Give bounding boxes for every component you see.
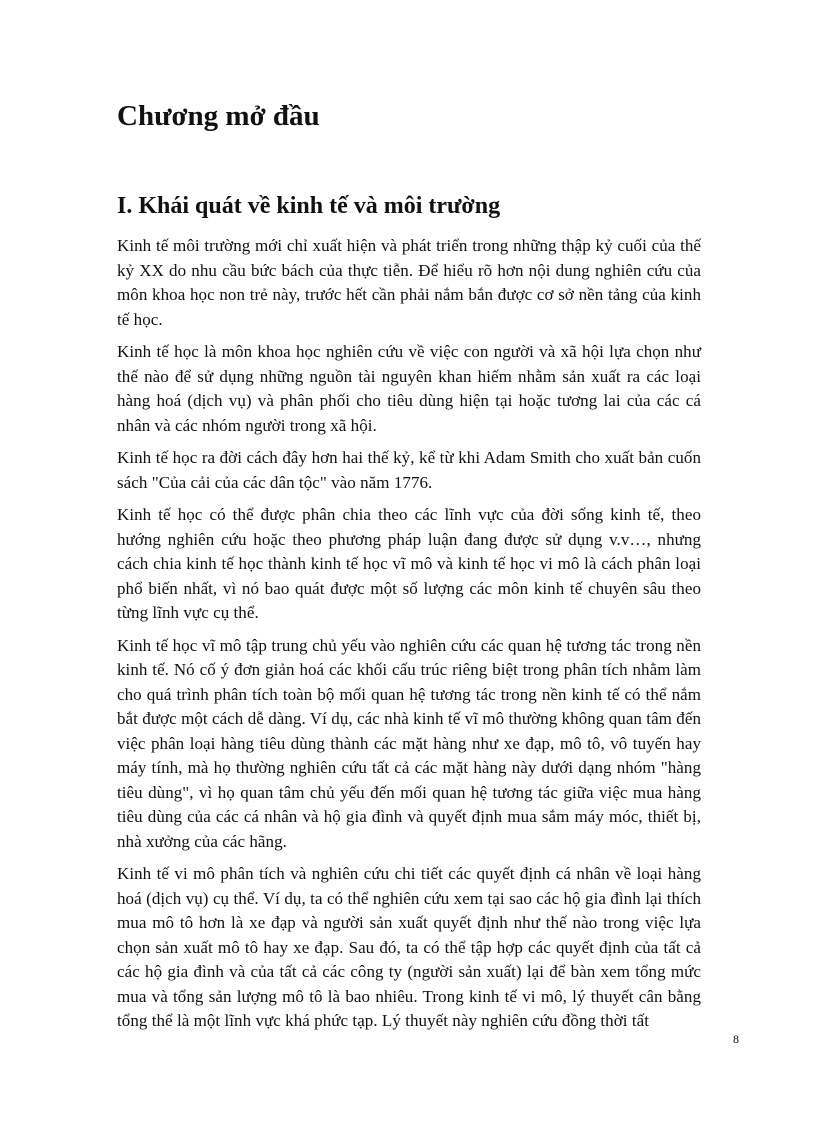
paragraph-2: Kinh tế học là môn khoa học nghiên cứu về việc con người và xã hội lựa chọn như thế nào để sử dụng những nguồn tài nguyên khan hiếm nhằm sản xuất ra các loại hàng hoá (dịch vụ) và phân phối cho tiêu dùng hiện tại hoặc tương lai của các cá nhân và các nhóm người trong xã hội. bbox=[117, 342, 701, 435]
paragraph-3: Kinh tế học ra đời cách đây hơn hai thế kỷ, kể từ khi Adam Smith cho xuất bản cuốn sách "Của cải của các dân tộc" vào năm 1776. bbox=[117, 448, 701, 492]
paragraph-6: Kinh tế vi mô phân tích và nghiên cứu chi tiết các quyết định cá nhân về loại hàng hoá (dịch vụ) cụ thể. Ví dụ, ta có thể nghiên cứu xem tại sao các hộ gia đình lại thích mua mô tô hơn là xe đạp và người sản xuất quyết định như thế nào trong việc lựa chọn sản xuất mô tô hay xe đạp. Sau đó, ta có thể tập hợp các quyết định của tất cả các hộ gia đình và của tất cả các công ty (người sản xuất) lại để bàn xem tổng mức mua và tổng sản lượng mô tô là bao nhiêu. Trong kinh tế vi mô, lý thuyết cân bằng tổng thể là một lĩnh vực khá phức tạp. Lý thuyết này nghiên cứu đồng thời tất bbox=[117, 864, 701, 1030]
paragraph-4: Kinh tế học có thể được phân chia theo các lĩnh vực của đời sống kinh tế, theo hướng nghiên cứu hoặc theo phương pháp luận đang được sử dụng v.v…, nhưng cách chia kinh tế học thành kinh tế học vĩ mô và kinh tế học vi mô là cách phân loại phổ biến nhất, vì nó bao quát được một số lượng các môn kinh tế chuyên sâu theo từng lĩnh vực cụ thể. bbox=[117, 505, 701, 622]
page-number: 8 bbox=[733, 1032, 739, 1046]
body-text bbox=[117, 234, 701, 1042]
paragraph-5: Kinh tế học vĩ mô tập trung chủ yếu vào nghiên cứu các quan hệ tương tác trong nền kinh tế. Nó cố ý đơn giản hoá các khối cấu trúc riêng biệt trong phân tích nhằm làm cho quá trình phân tích toàn bộ mối quan hệ tương tác trong nền kinh tế có thể nắm bắt được một cách dễ dàng. Ví dụ, các nhà kinh tế vĩ mô thường không quan tâm đến việc phân loại hàng tiêu dùng thành các mặt hàng như xe đạp, mô tô, vô tuyến hay máy tính, mà họ thường nghiên cứu tất cả các mặt hàng này dưới dạng nhóm "hàng tiêu dùng", vì họ quan tâm chủ yếu đến mối quan hệ tương tác giữa việc mua hàng tiêu dùng của các cá nhân và hộ gia đình và quyết định mua sắm máy móc, thiết bị, nhà xưởng của các hãng. bbox=[117, 635, 701, 851]
chapter-title: Chương mở đầu bbox=[117, 100, 320, 132]
paragraph-1: Kinh tế môi trường mới chỉ xuất hiện và phát triển trong những thập kỷ cuối của thế kỷ XX do nhu cầu bức bách của thực tiễn. Để hiểu rõ hơn nội dung nghiên cứu của môn khoa học non trẻ này, trước hết cần phải nắm bắn được cơ sở nền tảng của kinh tế học. bbox=[117, 236, 701, 329]
section-title: I. Khái quát về kinh tế và môi trường bbox=[117, 193, 501, 219]
